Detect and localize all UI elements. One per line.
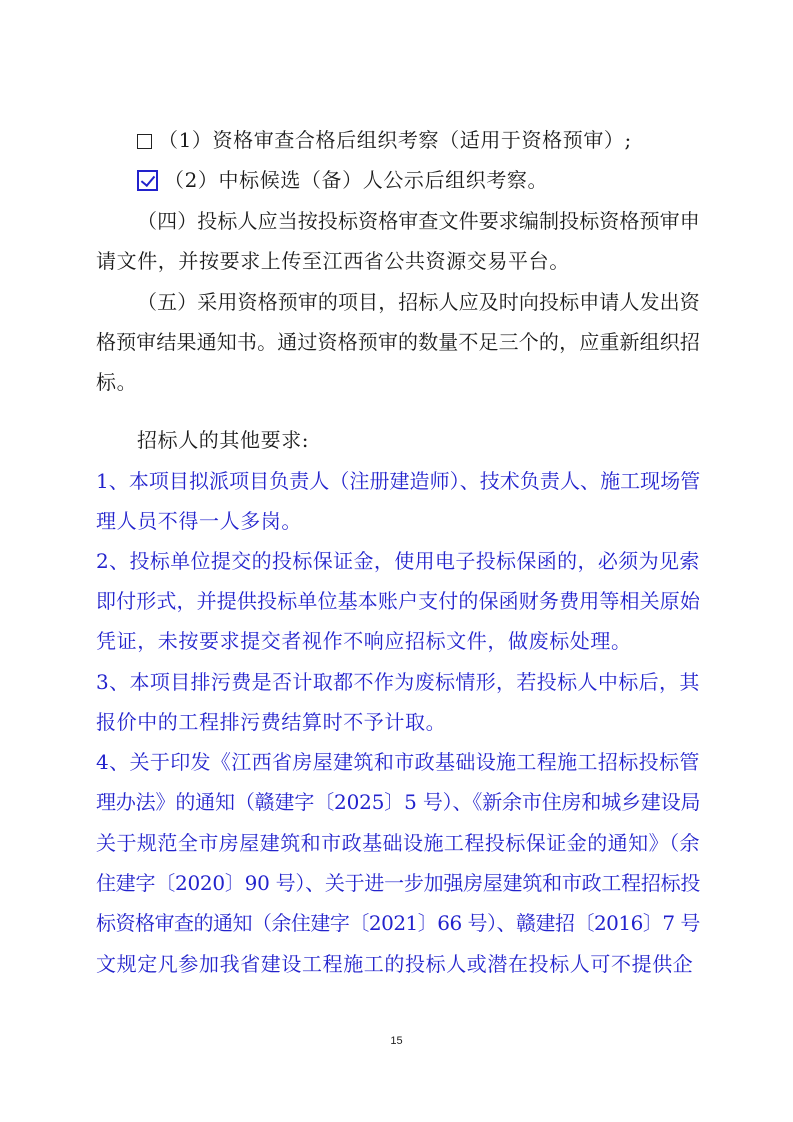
requirement-line: 关于规范全市房屋建筑和市政基础设施工程投标保证金的通知》（余 [96, 831, 700, 855]
checkbox-unchecked-icon[interactable] [137, 134, 152, 149]
requirement-line: 3、本项目排污费是否计取都不作为废标情形，若投标人中标后，其 [96, 670, 700, 694]
paragraph-5-line-1: （五）采用资格预审的项目，招标人应及时向投标申请人发出资 [137, 290, 700, 314]
option-item-2 [137, 168, 548, 192]
other-requirements-title: 招标人的其他要求: [137, 428, 310, 452]
requirement-line: 凭证，未按要求提交者视作不响应招标文件，做废标处理。 [96, 629, 632, 653]
paragraph-4-line-2: 请文件，并按要求上传至江西省公共资源交易平台。 [96, 249, 570, 273]
option-text: （1）资格审查合格后组织考察（适用于资格预审）; [158, 128, 632, 152]
requirement-line: 理办法》的通知（赣建字〔2025〕5 号）、《新余市住房和城乡建设局 [96, 790, 701, 814]
paragraph-4-line-1: （四）投标人应当按投标资格审查文件要求编制投标资格预审申 [137, 209, 700, 233]
page-number: 15 [390, 1035, 403, 1047]
requirement-line: 1、本项目拟派项目负责人（注册建造师）、技术负责人、施工现场管 [96, 469, 701, 493]
requirement-line: 即付形式，并提供投标单位基本账户支付的保函财务费用等相关原始 [96, 589, 700, 613]
requirement-line: 2、投标单位提交的投标保证金，使用电子投标保函的，必须为见索 [96, 549, 700, 573]
requirement-line: 报价中的工程排污费结算时不予计取。 [96, 710, 447, 734]
requirement-line: 理人员不得一人多岗。 [96, 509, 302, 533]
requirement-line: 文规定凡参加我省建设工程施工的投标人或潜在投标人可不提供企 [96, 952, 694, 976]
checkbox-checked-icon[interactable] [137, 170, 158, 191]
option-item-1 [137, 128, 632, 152]
requirement-line: 住建字〔2020〕90 号）、关于进一步加强房屋建筑和市政工程招标投 [96, 871, 701, 895]
paragraph-5-line-3: 标。 [96, 370, 138, 394]
option-text: （2）中标候选（备）人公示后组织考察。 [164, 168, 549, 192]
requirement-line: 4、关于印发《江西省房屋建筑和市政基础设施工程施工招标投标管 [96, 750, 700, 774]
paragraph-5-line-2: 格预审结果通知书。通过资格预审的数量不足三个的，应重新组织招 [96, 330, 700, 354]
requirement-line: 标资格审查的通知（余住建字〔2021〕66 号）、赣建招〔2016〕7 号 [96, 911, 700, 935]
